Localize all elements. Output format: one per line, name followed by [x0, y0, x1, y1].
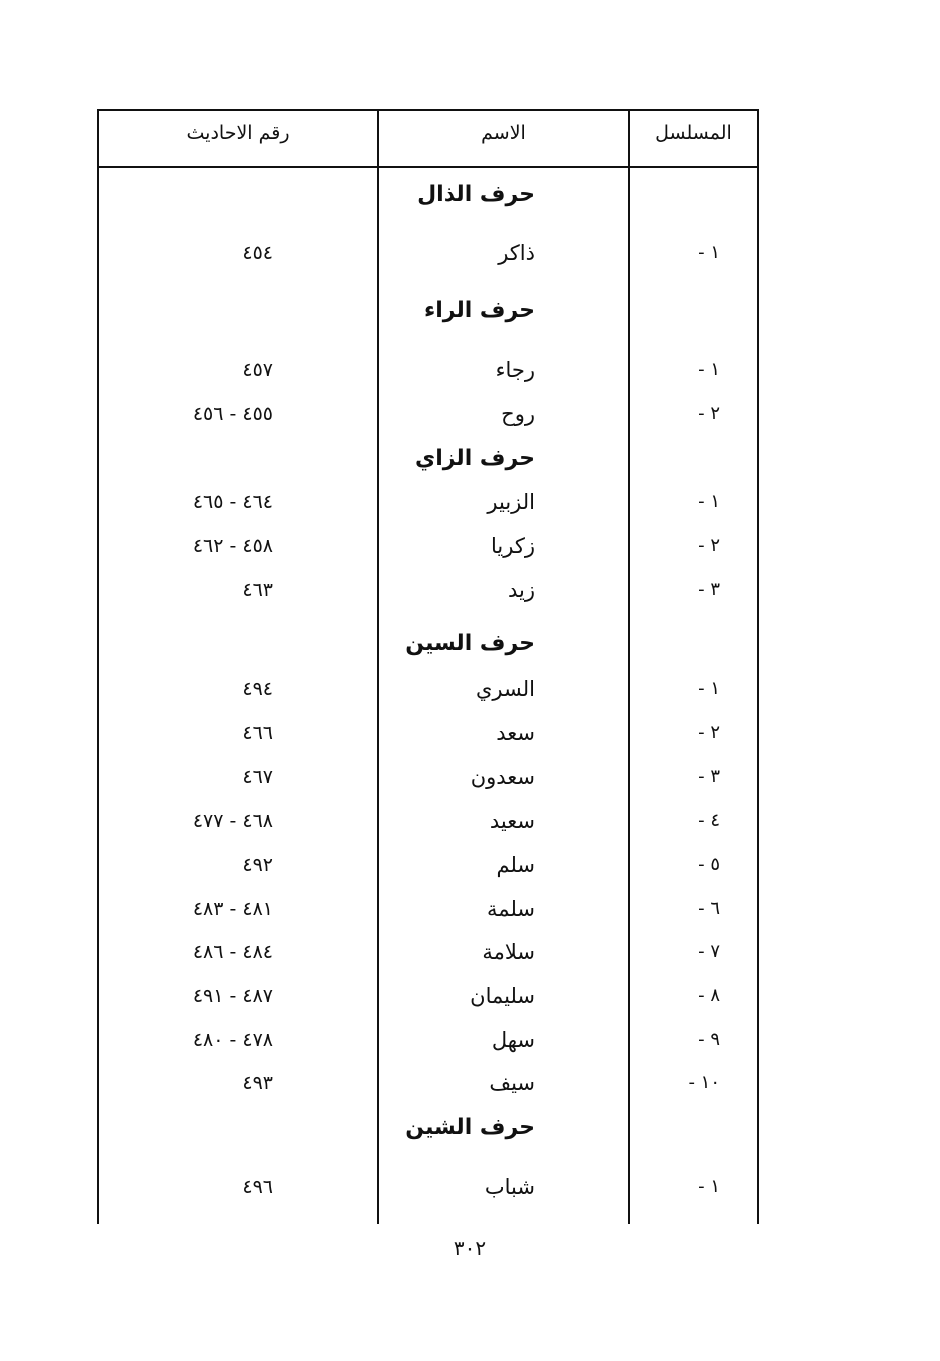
serial-number: ٢ -: [698, 722, 720, 743]
hadith-refs: ٤٥٤: [242, 242, 273, 264]
hadith-refs: ٤٨٤ - ٤٨٦: [192, 941, 273, 963]
header-serial: المسلسل: [655, 122, 732, 144]
hadith-refs: ٤٩٤: [242, 678, 273, 700]
table-row: [0, 850, 940, 880]
table-row: [0, 806, 940, 836]
hadith-refs: ٤٦٤ - ٤٦٥: [192, 491, 273, 513]
header-name: الاسم: [481, 122, 526, 144]
table-row: [0, 487, 940, 517]
hadith-refs: ٤٨٧ - ٤٩١: [192, 985, 273, 1007]
table-row: [0, 674, 940, 704]
table-row: [0, 355, 940, 385]
section-title: حرف الذال: [417, 182, 535, 207]
serial-number: ٤ -: [698, 810, 720, 831]
section-title: حرف الشين: [405, 1115, 535, 1140]
hadith-refs: ٤٦٣: [242, 579, 273, 601]
hadith-refs: ٤٥٨ - ٤٦٢: [192, 535, 273, 557]
hadith-refs: ٤٥٧: [242, 359, 273, 381]
narrator-name: الزبير: [487, 490, 535, 514]
serial-number: ٣ -: [698, 766, 720, 787]
serial-number: ١ -: [698, 1176, 720, 1197]
serial-number: ٦ -: [698, 898, 720, 919]
section-header: [0, 444, 940, 474]
narrator-name: سلم: [496, 853, 535, 877]
table-row: [0, 937, 940, 967]
table-row: [0, 762, 940, 792]
serial-number: ٢ -: [698, 535, 720, 556]
hadith-refs: ٤٥٥ - ٤٥٦: [192, 403, 273, 425]
hadith-refs: ٤٨١ - ٤٨٣: [192, 898, 273, 920]
table-row: [0, 981, 940, 1011]
page-number: ٣٠٢: [453, 1236, 487, 1260]
column-divider-serial-name: [628, 109, 630, 1224]
narrator-name: سعدون: [470, 765, 535, 789]
table-row: [0, 1172, 940, 1202]
table-row: [0, 718, 940, 748]
narrator-name: سلامة: [482, 940, 535, 964]
hadith-refs: ٤٦٨ - ٤٧٧: [192, 810, 273, 832]
hadith-refs: ٤٩٦: [242, 1176, 273, 1198]
serial-number: ٥ -: [698, 854, 720, 875]
narrator-name: ذاكر: [498, 241, 535, 265]
section-title: حرف الزاي: [415, 446, 535, 471]
column-divider-name-refs: [377, 109, 379, 1224]
table-left-border: [97, 109, 99, 1224]
table-row: [0, 1025, 940, 1055]
narrator-name: سعيد: [489, 809, 535, 833]
table-right-border: [757, 109, 759, 1224]
table-row: [0, 399, 940, 429]
narrator-name: زيد: [507, 578, 535, 602]
section-header: [0, 180, 940, 210]
serial-number: ١٠ -: [688, 1072, 720, 1093]
section-header: [0, 629, 940, 659]
hadith-refs: ٤٩٣: [242, 1072, 273, 1094]
table-row: [0, 238, 940, 268]
table-top-border: [97, 109, 759, 111]
table-header-border: [97, 166, 759, 168]
serial-number: ٢ -: [698, 403, 720, 424]
serial-number: ٨ -: [698, 985, 720, 1006]
serial-number: ٩ -: [698, 1029, 720, 1050]
serial-number: ٧ -: [698, 941, 720, 962]
narrator-name: سهل: [491, 1028, 535, 1052]
table-row: [0, 1068, 940, 1098]
narrator-name: سيف: [489, 1071, 535, 1095]
header-hadith-numbers: رقم الاحاديث: [186, 122, 290, 144]
hadith-refs: ٤٦٧: [242, 766, 273, 788]
narrator-name: سليمان: [470, 984, 535, 1008]
hadith-refs: ٤٧٨ - ٤٨٠: [192, 1029, 273, 1051]
narrator-name: سلمة: [487, 897, 535, 921]
serial-number: ١ -: [698, 678, 720, 699]
table-row: [0, 894, 940, 924]
serial-number: ١ -: [698, 491, 720, 512]
narrator-name: رجاء: [495, 358, 535, 382]
narrator-name: شباب: [484, 1175, 535, 1199]
narrator-name: روح: [501, 402, 535, 426]
narrator-name: زكريا: [491, 534, 535, 558]
table-row: [0, 531, 940, 561]
section-header: [0, 296, 940, 326]
section-title: حرف الراء: [423, 298, 535, 323]
serial-number: ٣ -: [698, 579, 720, 600]
narrator-name: السري: [476, 677, 535, 701]
serial-number: ١ -: [698, 242, 720, 263]
hadith-refs: ٤٩٢: [242, 854, 273, 876]
serial-number: ١ -: [698, 359, 720, 380]
narrator-name: سعد: [496, 721, 535, 745]
section-header: [0, 1113, 940, 1143]
hadith-refs: ٤٦٦: [242, 722, 273, 744]
table-row: [0, 575, 940, 605]
section-title: حرف السين: [405, 631, 535, 656]
